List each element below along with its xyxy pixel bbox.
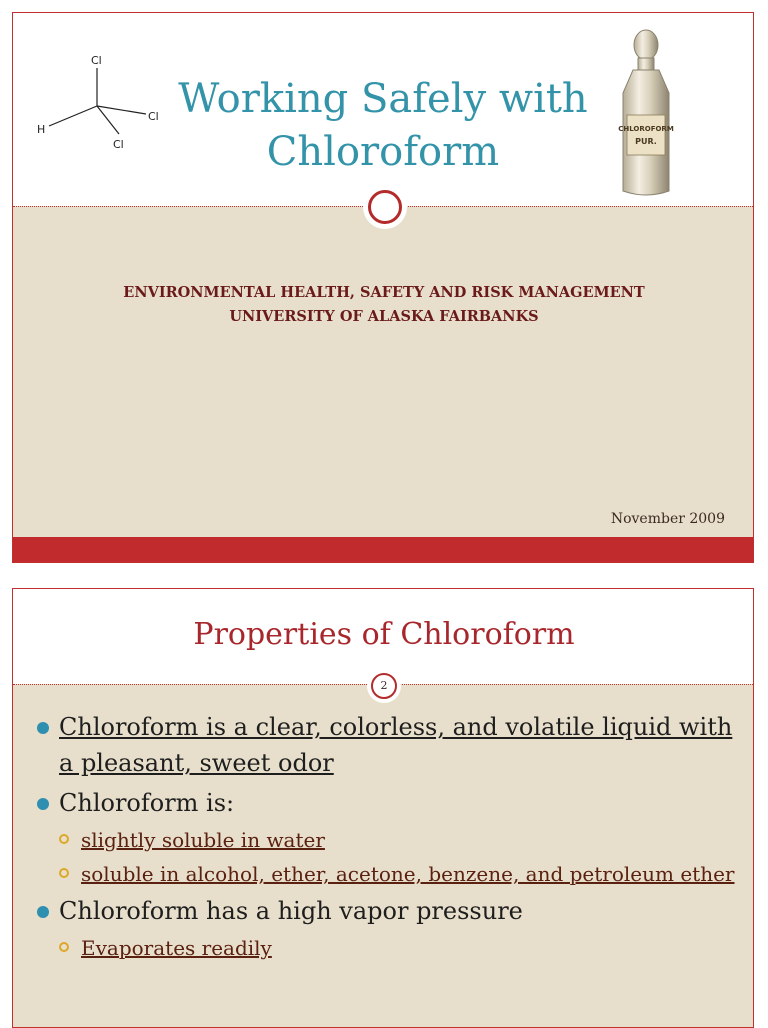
- title-band: [13, 13, 753, 206]
- sub-bullet-text: Evaporates readily: [81, 936, 272, 960]
- sub-bullet-item: [35, 825, 735, 855]
- molecule-label-bottom: Cl: [113, 138, 124, 151]
- bullet-item: [35, 709, 735, 781]
- sub-bullet-item: [35, 933, 735, 963]
- sub-bullet-item: [35, 859, 735, 889]
- footer-bar: [13, 537, 753, 563]
- page-number: 2: [371, 673, 397, 699]
- bullet-text: Chloroform has a high vapor pressure: [59, 897, 523, 925]
- bullet-dot-icon: [37, 722, 49, 734]
- sub-bullet-text: slightly soluble in water: [81, 828, 325, 852]
- molecule-label-right: Cl: [148, 110, 159, 123]
- bottle-label-line1: CHLOROFORM: [618, 125, 674, 133]
- sub-bullet-text: soluble in alcohol, ether, acetone, benzene, and petroleum ether: [81, 862, 735, 886]
- slide-title: [173, 73, 593, 179]
- presentation-date: November 2009: [610, 511, 725, 527]
- org-line1: ENVIRONMENTAL HEALTH, SAFETY AND RISK MANAGEMENT: [123, 284, 645, 301]
- organization-block: [13, 281, 754, 329]
- bullet-text: Chloroform is a clear, colorless, and volatile liquid with a pleasant, sweet odor: [59, 713, 733, 777]
- slide-title-line1: Working Safely with: [178, 76, 588, 122]
- molecule-label-left: H: [37, 123, 46, 136]
- bullet-text: Chloroform is:: [59, 789, 235, 817]
- sub-bullet-ring-icon: [59, 942, 69, 952]
- divider-ring-ornament: [363, 185, 407, 229]
- bullet-item: [35, 893, 735, 929]
- sub-bullet-ring-icon: [59, 868, 69, 878]
- org-line2: UNIVERSITY OF ALASKA FAIRBANKS: [229, 308, 539, 325]
- chloroform-bottle-image: [611, 23, 681, 201]
- molecule-label-top: Cl: [91, 54, 102, 67]
- chloroform-molecule-diagram: [33, 48, 173, 163]
- bullet-dot-icon: [37, 906, 49, 918]
- bottle-label-line2: PUR.: [635, 137, 657, 146]
- slide-title-line2: Chloroform: [266, 129, 500, 175]
- page-number-ring: [367, 669, 401, 703]
- slide-title: Properties of Chloroform: [193, 617, 575, 652]
- bullet-item: [35, 785, 735, 821]
- bullet-list: [35, 709, 735, 967]
- sub-bullet-ring-icon: [59, 834, 69, 844]
- title-slide: [12, 12, 754, 563]
- properties-slide: [12, 588, 754, 1028]
- bullet-dot-icon: [37, 798, 49, 810]
